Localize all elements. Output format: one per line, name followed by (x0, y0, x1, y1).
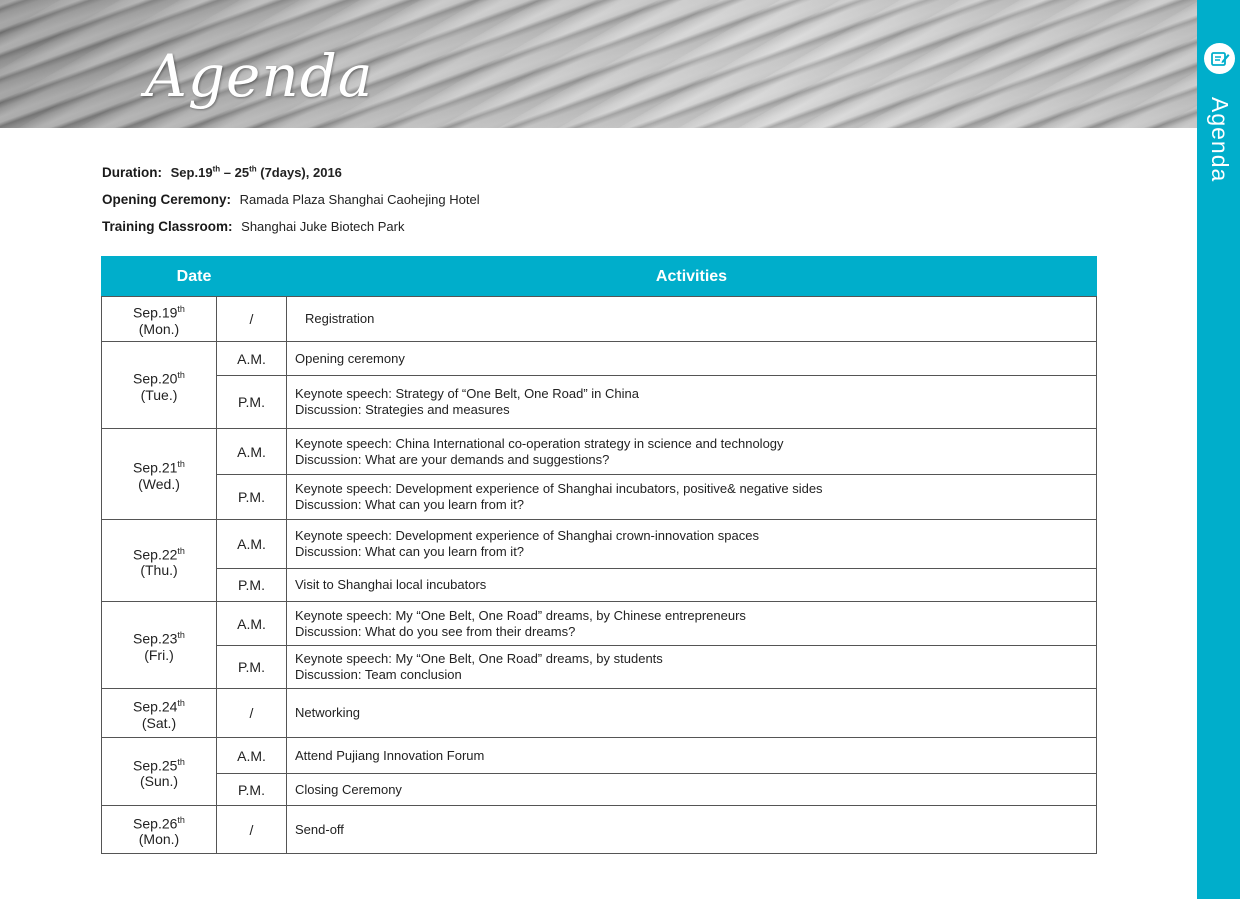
activity-line: Keynote speech: Strategy of “One Belt, One Road” in China (295, 386, 639, 401)
activity-line: Keynote speech: Development experience of Shanghai incubators, positive& negative sides (295, 481, 823, 496)
table-row (102, 806, 1097, 854)
activity-cell (287, 475, 1097, 520)
opening-line (102, 192, 480, 207)
table-row (102, 429, 1097, 475)
table-header-row (102, 257, 1097, 297)
date-label: Sep.26th (133, 814, 185, 832)
activity-line: Send-off (295, 821, 344, 837)
activity-cell (287, 602, 1097, 646)
session-slot: P.M. (217, 376, 287, 429)
agenda-body (102, 297, 1097, 854)
activity-cell (287, 774, 1097, 806)
table-row (102, 569, 1097, 602)
session-slot: / (217, 297, 287, 342)
session-slot: P.M. (217, 475, 287, 520)
activity-line: Visit to Shanghai local incubators (295, 577, 487, 592)
date-cell (102, 738, 217, 806)
agenda-table (101, 256, 1097, 854)
session-slot: A.M. (217, 429, 287, 475)
activity-cell (287, 738, 1097, 774)
session-slot: A.M. (217, 520, 287, 569)
duration-label: Duration: (102, 165, 162, 181)
table-row (102, 475, 1097, 520)
activity-line: Discussion: Team conclusion (295, 667, 462, 682)
session-slot: P.M. (217, 569, 287, 602)
activity-cell (287, 689, 1097, 738)
duration-line (102, 165, 342, 180)
table-row (102, 689, 1097, 738)
weekday-label: (Sat.) (141, 714, 177, 731)
table-row (102, 738, 1097, 774)
activity-cell (287, 376, 1097, 429)
header-banner (0, 0, 1197, 128)
weekday-label: (Sun.) (139, 773, 179, 790)
weekday-label: (Tue.) (140, 386, 178, 403)
activity-line: Discussion: What can you learn from it? (295, 497, 525, 512)
session-slot: / (217, 806, 287, 854)
activity-cell (287, 569, 1097, 602)
session-slot: A.M. (217, 602, 287, 646)
classroom-value: Shanghai Juke Biotech Park (241, 219, 405, 234)
date-label: Sep.24th (133, 698, 185, 715)
table-row (102, 342, 1097, 376)
date-label: Sep.21th (133, 459, 185, 476)
date-cell (102, 806, 217, 854)
note-edit-icon (1204, 43, 1235, 74)
opening-value: Ramada Plaza Shanghai Caohejing Hotel (239, 192, 480, 207)
date-cell (102, 689, 217, 738)
session-slot: A.M. (217, 738, 287, 774)
date-label: Sep.22th (133, 545, 185, 563)
session-slot: P.M. (217, 774, 287, 806)
activity-cell (287, 520, 1097, 569)
activity-line: Closing Ceremony (295, 781, 402, 797)
opening-label: Opening Ceremony: (102, 192, 232, 207)
date-cell (102, 342, 217, 429)
table-row (102, 774, 1097, 806)
date-label: Sep.25th (133, 756, 185, 774)
session-slot: / (217, 689, 287, 738)
weekday-label: (Mon.) (138, 320, 180, 337)
activity-line: Discussion: What are your demands and suggestions? (295, 451, 610, 467)
date-cell (102, 429, 217, 520)
activity-line: Keynote speech: My “One Belt, One Road” dreams, by Chinese entrepreneurs (295, 607, 746, 623)
activity-line: Keynote speech: My “One Belt, One Road” dreams, by students (295, 651, 663, 666)
activity-line: Discussion: Strategies and measures (295, 402, 510, 417)
activity-line: Registration (305, 311, 375, 326)
date-label: Sep.20th (133, 370, 185, 387)
date-cell (102, 602, 217, 689)
date-label: Sep.23th (133, 630, 185, 647)
column-header-date: Date (102, 257, 287, 297)
activity-cell (287, 646, 1097, 689)
activity-cell (287, 342, 1097, 376)
activity-line: Keynote speech: Development experience of Shanghai crown-innovation spaces (295, 528, 759, 543)
classroom-line (102, 219, 404, 234)
date-label: Sep.19th (133, 304, 185, 321)
table-row (102, 520, 1097, 569)
session-slot: A.M. (217, 342, 287, 376)
activity-line: Discussion: What can you learn from it? (295, 544, 525, 559)
weekday-label: (Mon.) (138, 831, 180, 848)
session-slot: P.M. (217, 646, 287, 689)
duration-value: Sep.19th – 25th (7days), 2016 (170, 165, 342, 181)
table-row (102, 646, 1097, 689)
side-tab-label: Agenda (1207, 97, 1233, 183)
page-title: Agenda (145, 42, 374, 110)
activity-line: Opening ceremony (295, 350, 405, 366)
activity-line: Attend Pujiang Innovation Forum (295, 747, 485, 763)
date-cell (102, 520, 217, 602)
weekday-label: (Thu.) (140, 562, 178, 579)
column-header-activities: Activities (287, 257, 1097, 297)
activity-cell (287, 806, 1097, 854)
table-row (102, 376, 1097, 429)
activity-line: Discussion: What do you see from their dreams? (295, 623, 576, 639)
weekday-label: (Fri.) (144, 646, 174, 663)
activity-line: Keynote speech: China International co-operation strategy in science and technology (295, 435, 784, 451)
table-row (102, 297, 1097, 342)
table-row (102, 602, 1097, 646)
date-cell (102, 297, 217, 342)
activity-line: Networking (295, 705, 361, 720)
activity-cell (287, 297, 1097, 342)
activity-cell (287, 429, 1097, 475)
classroom-label: Training Classroom: (102, 219, 233, 234)
weekday-label: (Wed.) (138, 475, 180, 492)
